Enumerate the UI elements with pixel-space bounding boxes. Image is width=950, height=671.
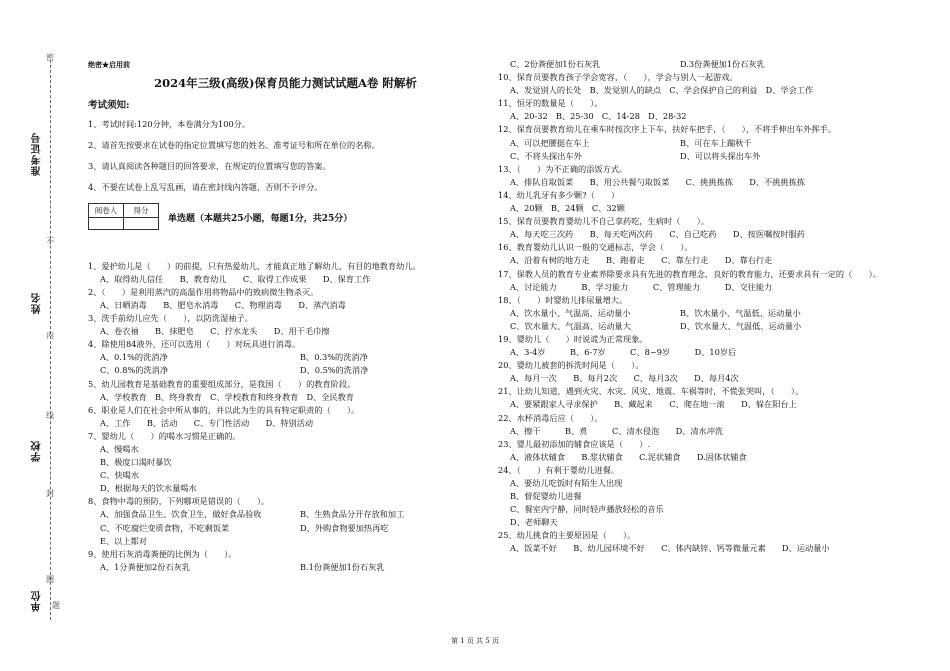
answer-option[interactable]: A、工作 B、活动 C、专门性活动 D、特别活动 [100,417,314,428]
answer-option[interactable]: A、擦干 B、煮 C、清水侵泡 D、清水冲洗 [510,425,724,436]
answer-option[interactable]: B、督促婴幼儿进餐 [510,491,582,502]
answer-option[interactable]: D、根据每天的饮水量喝水 [100,483,197,494]
question-item [498,385,918,411]
answer-option[interactable]: A、日晒消毒 B、肥皂水消毒 C、物理消毒 D、蒸汽消毒 [100,299,346,310]
answer-option[interactable]: B、生熟食品分开存放和加工 [300,509,405,520]
question-item [498,241,918,267]
score-box [88,203,159,230]
seal-char: 封 [46,489,54,498]
answer-option[interactable]: A、1分粪便加2份石灰乳 [100,561,191,572]
answer-option[interactable]: A、加强食品卫生、饮食卫生，做好食品验收 [100,509,262,520]
question-stem: 7、婴幼儿（ ）的喝水习惯是正确的。 [88,430,241,441]
question-item [498,163,918,189]
reviewer-cell[interactable] [89,217,124,229]
answer-option[interactable]: D、外购食物要加热再吃 [300,522,389,533]
question-stem: 19、婴幼儿（ ）时说谎为正常现象。 [498,333,648,344]
left-column [88,58,483,574]
question-stem: 23、婴儿最初添加的辅食应该是（ ）. [498,438,651,449]
question-stem: 3、洗手前幼儿应先（ ），以防洗湿袖子。 [88,313,253,324]
question-stem: 14、幼儿乳牙有多少颗?（ ） [498,189,620,200]
question-item [498,359,918,385]
question-list-left [88,260,483,574]
question-stem: 22、水杯消毒后应（ ）。 [498,412,603,423]
option-row [88,561,483,574]
option-row [88,508,483,521]
question-stem: 9、使用石灰消毒粪便的比例为（ ）。 [88,548,237,559]
question-stem: 10、保育员要教育孩子学会宽容，（ ），学会与别人一起游戏。 [498,72,738,83]
answer-option[interactable]: A、卷衣袖 B、抹肥皂 C、拧水龙头 D、用干毛巾擦 [100,326,330,337]
option-row [88,364,483,377]
notice-item: 4、不要在试卷上乱写乱画，请在密封线内答题，否则不予评分。 [88,182,323,193]
seal-char: 线 [46,411,54,420]
question-stem: 24、（ ）有利于婴幼儿进餐。 [498,464,619,475]
option-row [498,150,918,163]
question-item [88,495,483,547]
seal-char: 密 [46,53,54,62]
binding-label-unit: 单位 [32,590,43,612]
question-item [498,333,918,359]
notice-item: 3、请认真阅读各种题目的回答要求，在规定的位置填写您的答案。 [88,161,331,172]
question-list-right [498,58,918,556]
page-footer: 第 1 页 共 5 页 [450,637,500,645]
question-item [88,378,483,404]
seal-char: 圈 [46,575,54,584]
binding-margin [0,0,62,671]
section-heading: 单选题（本题共25小题，每题1分，共25分） [168,214,353,224]
question-item [88,404,483,430]
answer-option[interactable]: A、要紧跟家人寻求保护 B、藏起来 C、爬在地一滚 D、躲在阳台上 [510,399,797,410]
answer-option[interactable]: C、不将头探出车外 [510,150,582,161]
answer-option[interactable]: A、要幼儿吃饭时有陌生人出现 [510,478,623,488]
notice-item: 2、请首先按要求在试卷的指定位置填写您的姓名、准考证号和所在单位的名称。 [88,140,380,151]
answer-option[interactable]: A、学校教育 B、终身教育 C、学校教育和终身教育 D、全民教育 [100,391,355,402]
question-item [88,548,483,574]
exam-notice [88,99,483,194]
question-stem: 6、职业是人们在社会中所从事的，并以此为生的具有特定职责的（ ）。 [88,404,360,415]
question-item [88,286,483,312]
binding-label-exam-id: 准考证号 [32,132,43,176]
answer-option[interactable]: C、不吃腐烂变质食物，不吃剩饭菜 [100,522,230,533]
question-item [498,529,918,555]
question-stem: 11、恒牙的数量是（ ）。 [498,98,603,109]
answer-option[interactable]: E、以上都对 [100,535,147,546]
question-item [498,97,918,123]
seal-caption: 题 [52,601,60,610]
question-stem: 25、幼儿挑食的主要原因是（ ）。 [498,530,636,541]
question-item [498,268,918,294]
answer-option[interactable]: A、0.1%的洗消净 [100,352,168,363]
answer-option[interactable]: A、3-4岁 B、6-7岁 C、8~9岁 D、10岁后 [510,347,737,358]
binding-label-school: 学校 [32,440,43,462]
seal-char: 内 [46,331,54,340]
question-stem: 8、食物中毒的预防，下列哪项是错误的（ ）。 [88,496,270,507]
answer-option[interactable]: B、0.3%的洗消净 [300,352,368,363]
question-item [88,260,483,286]
option-row [498,58,918,71]
notice-item: 1、考试时间:120分钟，本卷满分为100分。 [88,119,251,130]
seal-char: 不 [46,237,54,246]
answer-option[interactable]: A、排队自取饭菜 B、用公共餐勺取饭菜 C、挑挑拣拣 D、不挑挑拣拣 [510,176,805,187]
score-cell[interactable] [124,217,159,229]
answer-option[interactable]: A、取得幼儿信任 B、教育幼儿 C、取得工作成果 D、保育工作 [100,273,371,284]
answer-option[interactable]: A、慢喝水 [100,443,139,454]
question-stem: 15、保育员要教育婴幼儿不自己拿药吃，生病时（ ）。 [498,216,710,227]
binding-label-name: 姓名 [32,292,43,314]
right-column [498,58,918,556]
answer-option[interactable]: D.3份粪便加1份石灰乳 [680,59,765,69]
answer-option[interactable]: A、液体状辅食 B.浆状辅食 C.泥状辅食 D.固体状辅食 [510,451,747,462]
question-item [498,294,918,333]
question-item [88,312,483,338]
question-item [498,215,918,241]
answer-option[interactable]: C、0.8%的洗消净 [100,365,169,376]
question-stem: 5、幼儿园教育是基础教育的重要组成部分，是我国（ ）的教育阶段。 [88,378,356,389]
answer-option[interactable]: D、老师聊天 [510,517,558,528]
question-item [498,71,918,97]
answer-option[interactable]: A、饭菜不好 B、幼儿园环境不好 C、体内缺锌、钙等微量元素 D、运动量小 [510,543,830,554]
answer-option[interactable]: A、每天吃三次药 B、每天吃两次药 C、自己吃药 D、按医嘱按时服药 [510,229,805,240]
answer-option[interactable]: A、讨论能力 B、学习能力 C、管理能力 D、交往能力 [510,281,773,292]
question-stem: 17、保教人员的教育专业素养除要求具有先进的教育理念，良好的教育能力，还要求具有一定的（ ）。 [498,268,881,279]
question-item [498,412,918,438]
question-stem: 12、保育员要教育幼儿在乘车时按次序上下车，扶好车把手，（ ），不将手伸出车外挥手。 [498,124,836,135]
answer-option[interactable]: B、极度口渴时暴饮 [100,457,172,468]
answer-option[interactable]: A、饮水量小、气温高、运动量小 [510,307,631,318]
answer-option[interactable]: A、沿着有树的地方走 B、跑着走 C、靠左行走 D、靠右行走 [510,255,773,266]
question-item [498,438,918,464]
answer-option[interactable]: B、饮水量小、气温低、运动量小 [680,307,801,318]
question-stem: 4、除使用84液外，还可以选用（ ）对玩具进行消毒。 [88,339,301,350]
answer-option[interactable]: D、可以将头探出车外 [680,150,761,161]
confidential-mark: 绝密★启用前 [88,60,130,69]
answer-option[interactable]: D、0.5%的洗消净 [300,365,369,376]
answer-option[interactable]: C、快喝水 [100,470,140,481]
answer-option[interactable]: C、2份粪便加1份石灰乳 [510,59,601,69]
reviewer-label: 阅卷人 [89,203,124,217]
answer-option[interactable]: D、饮水量大、气温低、运动量小 [680,320,802,331]
question-item [498,189,918,215]
notice-heading: 考试须知: [88,100,130,112]
answer-option[interactable]: C、餐室内宁静，同时轻声播放轻松的音乐 [510,504,664,515]
question-item [498,58,918,71]
option-row [498,320,918,333]
question-item [498,464,918,529]
page-title: 2024年三级(高级)保育员能力测试试题A卷 附解析 [154,76,417,91]
question-stem: 16、教育婴幼儿认识一般的交通标志，学会（ ）。 [498,242,693,253]
option-row [498,307,918,320]
question-stem: 20、婴幼儿被套的拆洗时间是（ ）。 [498,360,644,371]
answer-option[interactable]: A、20颗 B、24颗 C、32颗 [510,203,625,214]
answer-option[interactable]: B、可在车上蹦秋千 [680,137,752,148]
answer-option[interactable]: A、可以把腰挺在车上 [510,137,590,148]
answer-option[interactable]: A、20-32 B、25-30 C、14-28 D、28-32 [510,111,687,122]
answer-option[interactable]: A、每月一次 B、每月2次 C、每月3次 D、每月4次 [510,373,739,384]
question-stem: 18、（ ）时婴幼儿排尿量增大。 [498,294,628,305]
score-label: 得分 [124,203,159,217]
question-stem: 21、让幼儿知道，遇到火灾、水灾、风灾、地震、车祸等时，不慌张哭叫，（ ）。 [498,386,804,397]
question-item [88,338,483,377]
option-row [88,351,483,364]
question-stem: 13、（ ）为不正确的添饭方式。 [498,163,628,174]
question-stem: 2、（ ）是利用蒸汽的高温作用将物品中的致病微生物杀灭。 [88,286,319,297]
question-item [88,430,483,495]
option-row [88,522,483,535]
answer-option[interactable]: C、饮水量大、气温高、运动量大 [510,320,631,331]
question-stem: 1、爱护幼儿是（ ）的前提，只有热爱幼儿，才能真正地了解幼儿，有目的地教育幼儿。 [88,260,421,271]
question-item [498,123,918,162]
option-row [498,137,918,150]
answer-option[interactable]: B.1份粪便加1份石灰乳 [300,561,385,572]
answer-option[interactable]: A、发觉别人的长处 B、发觉别人的缺点 C、学会保护自己的利益 D、学会工作 [510,85,814,96]
